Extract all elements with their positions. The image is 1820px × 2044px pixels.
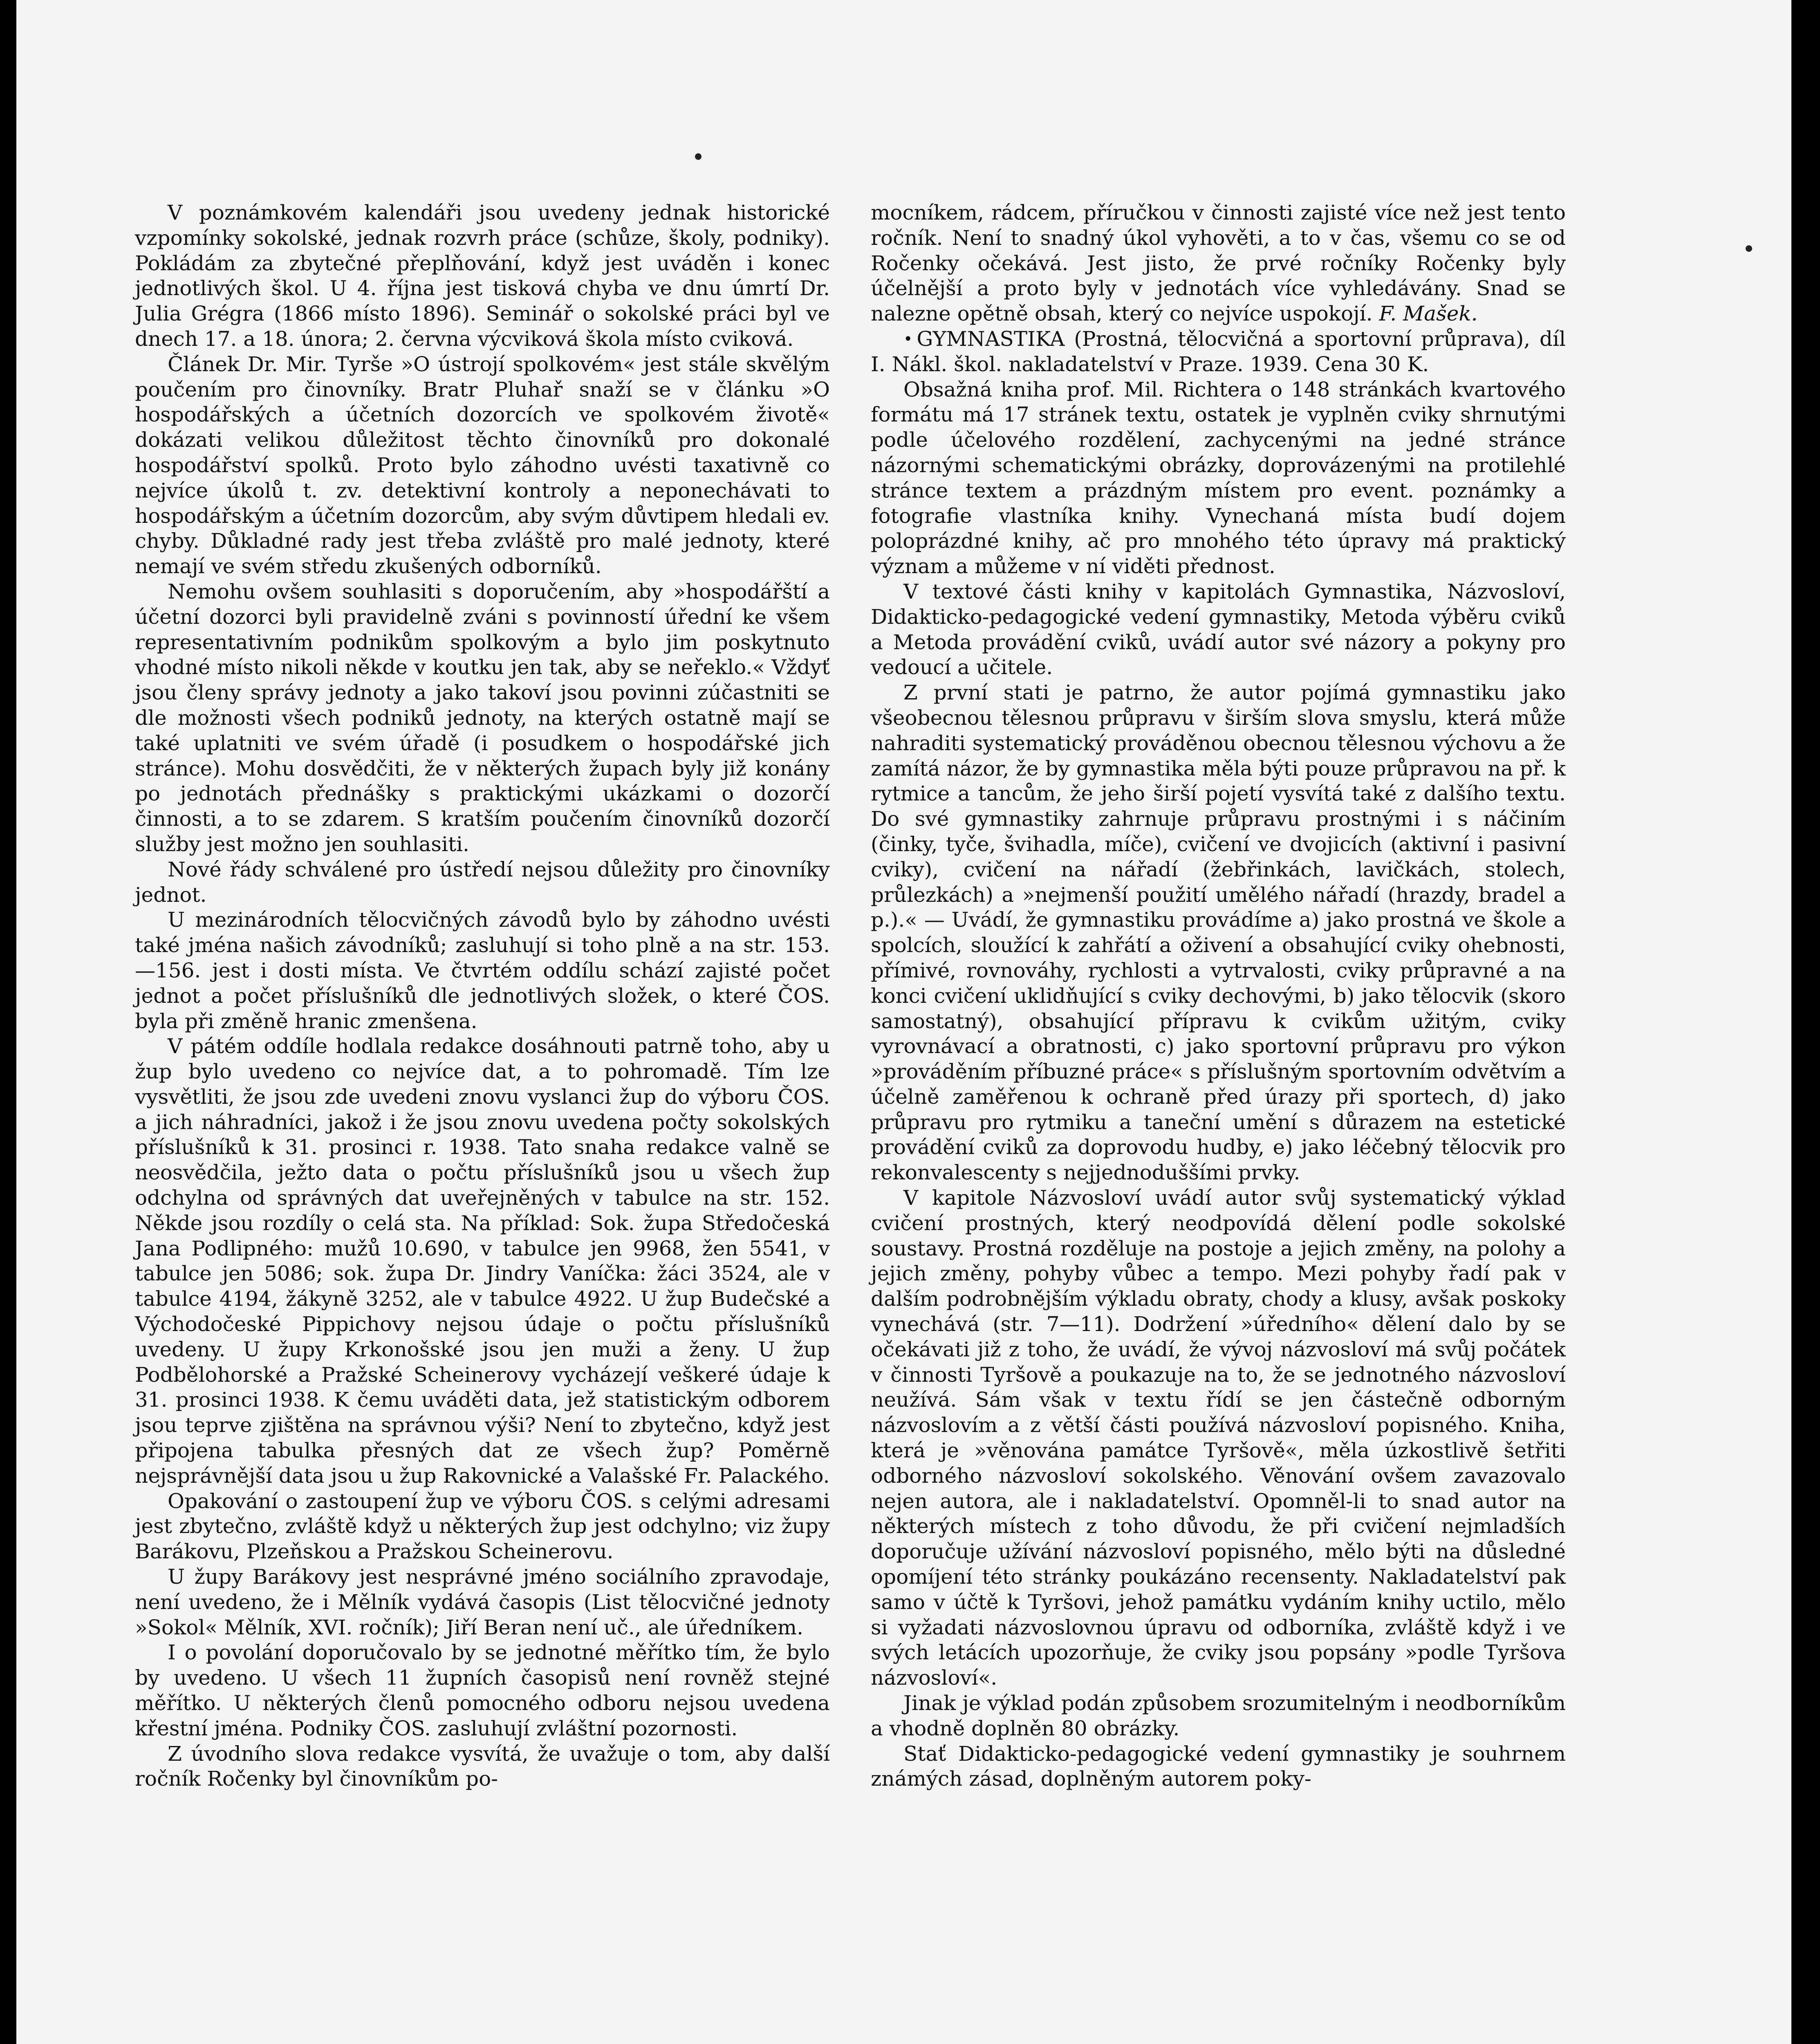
paragraph-left-4: Nové řády schválené pro ústředí nejsou důležity pro činovníky jednot. <box>135 857 830 907</box>
document-page <box>16 0 1791 2044</box>
paragraph-left-6: V pátém oddíle hodlala redakce dosáhnouti patrně toho, aby u žup bylo uvedeno co nejvíce dat, a to pohromadě. Tím lze vysvětliti, že jsou zde uvedeni znovu vyslanci žup do výboru ČOS. a jich náhradníci, jakož i že jsou znovu uvedena počty sokolských příslušníků k 31. prosinci r. 1938. Tato snaha redakce valně se neosvědčila, ježto data o počtu příslušníků jsou u všech žup odchylna od správných dat uveřejněných v tabulce na str. 152. Někde jsou rozdíly o celá sta. Na příklad: Sok. župa Středočeská Jana Podlipného: mužů 10.690, v tabulce jen 9968, žen 5541, v tabulce jen 5086; sok. župa Dr. Jindry Vaníčka: žáci 3524, ale v tabulce 4194, žákyně 3252, ale v tabulce 4922. U žup Budečské a Východočeské Pippichovy nejsou údaje o počtu příslušníků uvedeny. U župy Krkonošské jsou jen muži a ženy. U žup Podbělohorské a Pražské Scheinerovy vycházejí veškeré údaje k 31. prosinci 1938. K čemu uváděti data, jež statistickým odborem jsou teprve zjištěna na správnou výši? Není to zbytečno, když jest připojena tabulka přesných dat ze všech žup? Poměrně nejsprávnější data jsou u žup Rakovnické a Valašské Fr. Palackého. <box>135 1034 830 1488</box>
review-heading-text: GYMNASTIKA (Prostná, tělocvičná a sportovní průprava), díl I. Nákl. škol. nakladatelství v Praze. 1939. Cena 30 K. <box>871 327 1566 376</box>
paragraph-right-5: Jinak je výklad podán způsobem srozumitelným i neodborníkům a vhodně doplněn 80 obrázky. <box>871 1691 1566 1740</box>
paragraph-left-9: I o povolání doporučovalo by se jednotné měřítko tím, že bylo by uvedeno. U všech 11 župních časopisů není rovněž stejné měřítko. U některých členů pomocného odboru nejsou uvedena křestní jména. Podniky ČOS. zasluhují zvláštní pozornosti. <box>135 1641 830 1740</box>
paragraph-right-2: V textové části knihy v kapitolách Gymnastika, Názvosloví, Didakticko-pedagogické vedení gymnastiky, Metoda výběru cviků a Metoda provádění cviků, uvádí autor své názory a pokyny pro vedoucí a učitele. <box>871 579 1566 679</box>
review-continuation <box>871 200 1566 327</box>
right-column <box>871 200 1566 1792</box>
paragraph-left-8: U župy Barákovy jest nesprávné jméno sociálního zpravodaje, není uvedeno, že i Mělník vydává časopis (List tělocvičné jednoty »Sokol« Mělník, XVI. ročník); Jiří Beran není uč., ale úředníkem. <box>135 1565 830 1639</box>
speck-top <box>695 153 702 160</box>
review-signature: F. Mašek. <box>1379 302 1478 326</box>
paragraph-left-1: V poznámkovém kalendáři jsou uvedeny jednak historické vzpomínky sokolské, jednak rozvrh práce (schůze, školy, podniky). Pokládám za zbytečné přeplňování, když jest uváděn i konec jednotlivých škol. U 4. října jest tisková chyba ve dnu úmrtí Dr. Julia Grégra (1866 místo 1896). Seminář o sokolské práci byl ve dnech 17. a 18. února; 2. června výcviková škola místo cviková. <box>135 201 830 351</box>
paragraph-left-7: Opakování o zastoupení žup ve výboru ČOS. s celými adresami jest zbytečno, zvláště když u některých žup jest odchylno; viz župy Barákovu, Plzeňskou a Pražskou Scheinerovu. <box>135 1489 830 1564</box>
paragraph-right-1: Obsažná kniha prof. Mil. Richtera o 148 stránkách kvartového formátu má 17 stránek textu, ostatek je vyplněn cviky shrnutými podle účelového rozdělení, zachycenými na jedné stránce názornými schematickými obrázky, doprovázenými na protilehlé stránce textem a prázdným místem pro event. poznámky a fotografie vlastníka knihy. Vynechaná místa budí dojem poloprázdné knihy, ač pro mnohého této úpravy má praktický význam a můžeme v ní viděti přednost. <box>871 377 1566 578</box>
paragraph-left-2: Článek Dr. Mir. Tyrše »O ústrojí spolkovém« jest stále skvělým poučením pro činovníky. Bratr Pluhař snaží se v článku »O hospodářských a účetních dozorcích ve spolkovém životě« dokázati velikou důležitost těchto činovníků pro dokonalé hospodářství spolků. Proto bylo záhodno uvésti taxativně co nejvíce úkolů t. zv. detektivní kontroly a neponechávati to hospodářským a účetním dozorcům, aby svým důvtipem hledali ev. chyby. Důkladné rady jest třeba zvláště pro malé jednoty, které nemají ve svém středu zkušených odborníků. <box>135 352 830 578</box>
left-column <box>135 200 830 1792</box>
continuation-text: mocníkem, rádcem, příručkou v činnosti zajisté více než jest tento ročník. Není to snadný úkol vyhověti, a to v čas, všemu co se od Ročenky očekává. Jest jisto, že prvé ročníky Ročenky byly účelnější a proto byly v jednotách více vyhledávány. Snad se nalezne opětně obsah, který co nejvíce uspokojí. <box>871 201 1566 326</box>
paragraph-right-3: Z první stati je patrno, že autor pojímá gymnastiku jako všeobecnou tělesnou průpravu v širším slova smyslu, která může nahraditi systematický prováděnou obecnou tělesnou výchovu a že zamítá názor, že by gymnastika měla býti pouze průpravou na př. k rytmice a tancům, že jeho širší pojetí vysvítá také z dalšího textu. Do své gymnastiky zahrnuje průpravu prostnými i s náčiním (činky, tyče, švihadla, míče), cvičení ve dvojicích (aktivní i pasivní cviky), cvičení na nářadí (žebřinkách, lavičkách, stolech, průlezkách) a »nejmenší použití umělého nářadí (hrazdy, bradel a p.).« — Uvádí, že gymnastiku provádíme a) jako prostná ve škole a spolcích, sloužící k zahřátí a oživení a obsahující cviky ohebnosti, přímivé, rovnováhy, rychlosti a vytrvalosti, cviky průpravné a na konci cvičení uklidňující s cviky dechovými, b) jako tělocvik (skoro samostatný), obsahující přípravu k cvikům užitým, cviky vyrovnávací a obratnosti, c) jako sportovní průpravu pro výkon »prováděním příbuzné práce« s příslušným sportovním odvětvím a účelně zaměřenou k ochraně před úrazy při sportech, d) jako průpravu pro rytmiku a taneční umění s důrazem na estetické provádění cviků za doprovodu hudby, e) jako léčebný tělocvik pro rekonvalescenty s nejjednoduššími prvky. <box>871 681 1566 1185</box>
paragraph-right-6: Stať Didakticko-pedagogické vedení gymnastiky je souhrnem známých zásad, doplněným autorem poky- <box>871 1741 1566 1791</box>
paragraph-left-5: U mezinárodních tělocvičných závodů bylo by záhodno uvésti také jména našich závodníků; zasluhují si toho plně a na str. 153.—156. jest i dosti místa. Ve čtvrtém oddílu schází zajisté počet jednot a počet příslušníků dle jednotlivých složek, o které ČOS. byla při změně hranic zmenšena. <box>135 908 830 1033</box>
paragraph-left-3: Nemohu ovšem souhlasiti s doporučením, aby »hospodářští a účetní dozorci byli pravidelně zváni s povinností úřední ke všem representativním podnikům spolkovým a bylo jim poskytnuto vhodné místo nikoli někde v koutku jen tak, aby se neřeklo.« Vždyť jsou členy správy jednoty a jako takoví jsou povinni zúčastniti se dle možnosti všech podniků jednoty, na kterých ostatně mají se také uplatniti ve svém úřadě (i posudkem o hospodářské jich stránce). Mohu dosvědčiti, že v některých župach byly již konány po jednotách přednášky s praktickými ukázkami o dozorčí činnosti, a to se zdarem. S kratším poučením činovníků dozorčí služby jest možno jen souhlasiti. <box>135 579 830 856</box>
review-heading <box>871 327 1566 377</box>
paragraph-right-4: V kapitole Názvosloví uvádí autor svůj systematický výklad cvičení prostných, který neodpovídá dělení podle sokolské soustavy. Prostná rozděluje na postoje a jejich změny, na polohy a jejich změny, pohyby vůbec a tempo. Mezi pohyby řadí pak v dalším podrobnějším výkladu obraty, chody a klusy, avšak poskoky vynechává (str. 7—11). Dodržení »úředního« dělení dalo by se očekávati již z toho, že uvádí, že vývoj názvosloví má svůj počátek v činnosti Tyršově a poukazuje na to, že se jednotného názvosloví neužívá. Sám však v textu řídí se jen částečně odborným názvoslovím a z větší části používá názvosloví popisného. Kniha, která je »věnována památce Tyršově«, měla úzkostlivě šetřiti odborného názvosloví sokolského. Věnování ovšem zavazovalo nejen autora, ale i nakladatelství. Opomněl-li to snad autor na některých místech z toho důvodu, že při cvičení nejmladších doporučuje užívání názvosloví popisného, mělo býti na důsledné opomíjení této stránky poukázáno recensenty. Nakladatelství pak samo v účtě k Tyršovi, jehož památku vydáním knihy uctilo, mělo si vyžadati názvoslovnou úpravu od odborníka, zvláště když i ve svých letácích upozorňuje, že cviky jsou popsány »podle Tyršova názvosloví«. <box>871 1186 1566 1690</box>
bullet-icon: • <box>903 329 913 348</box>
paragraph-left-10: Z úvodního slova redakce vysvítá, že uvažuje o tom, aby další ročník Ročenky byl činovníkům po- <box>135 1741 830 1791</box>
speck-right <box>1746 245 1752 252</box>
